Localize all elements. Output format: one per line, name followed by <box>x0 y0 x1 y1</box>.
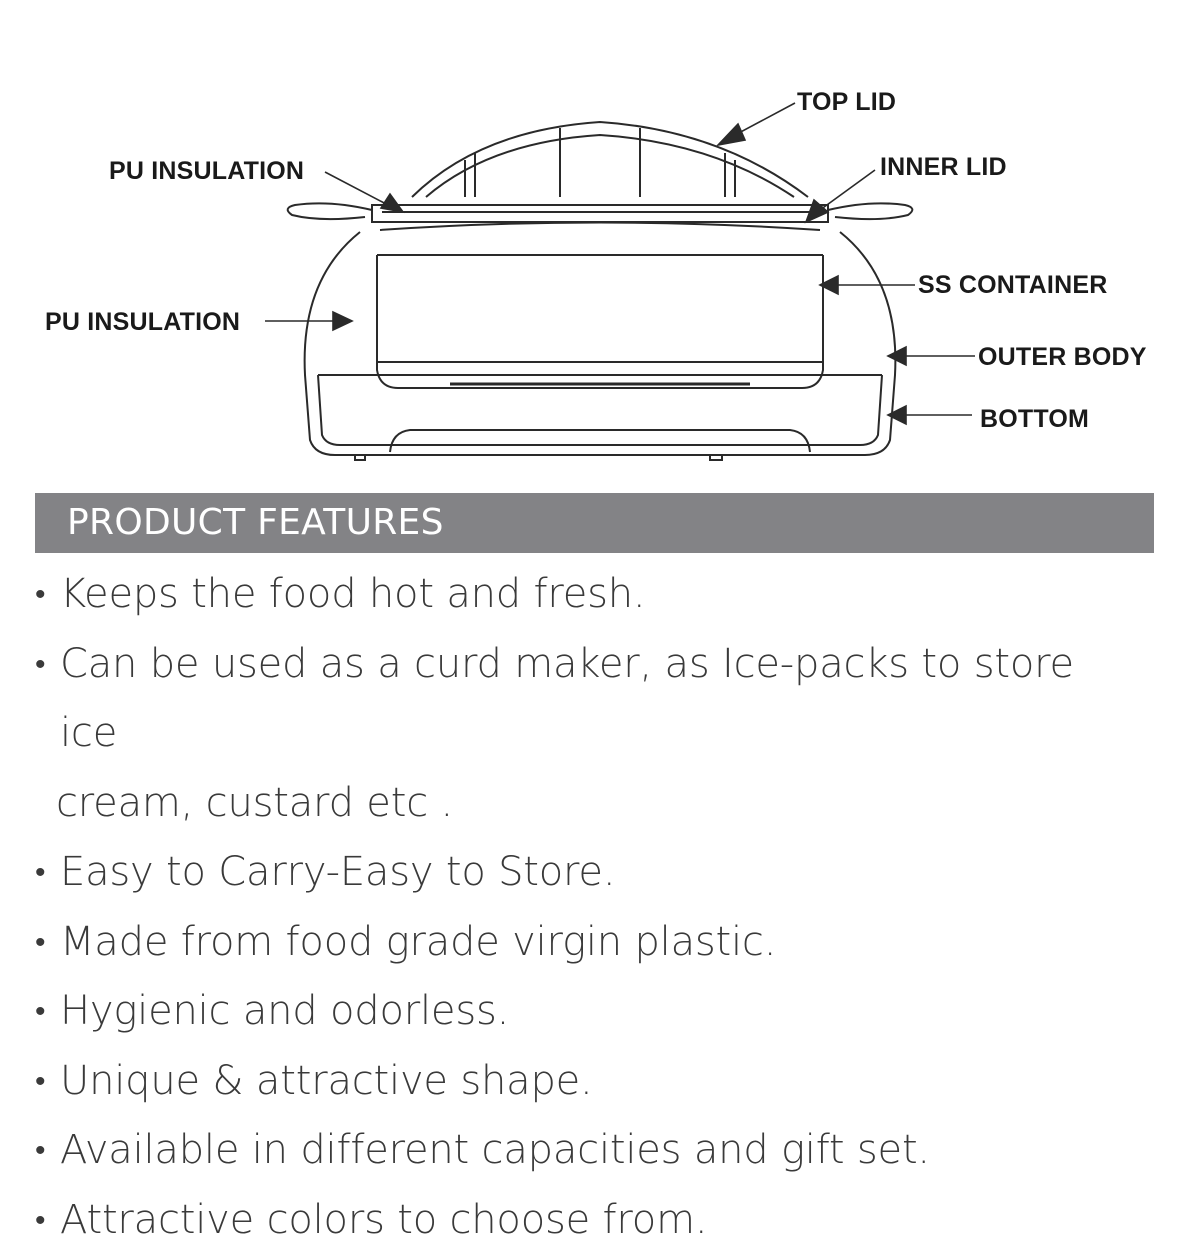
bullet: • <box>35 630 45 700</box>
top-lid-outline <box>412 122 808 197</box>
label-inner-lid: INNER LID <box>880 153 1007 182</box>
feature-item <box>0 560 1200 630</box>
bullet: • <box>35 977 45 1047</box>
left-handle <box>288 203 372 219</box>
features-header-bar <box>35 493 1154 553</box>
inner-lid-outline <box>372 205 828 222</box>
label-outer-body: OUTER BODY <box>978 343 1147 372</box>
feature-item <box>0 908 1200 978</box>
feature-text: Keeps the food hot and fresh. <box>60 560 1140 630</box>
feature-text: Available in different capacities and gift set. <box>60 1116 1140 1186</box>
feature-text: Easy to Carry-Easy to Store. <box>60 838 1140 908</box>
bullet: • <box>35 1186 45 1255</box>
feature-item <box>0 630 1200 839</box>
feature-text: Hygienic and odorless. <box>60 977 1140 1047</box>
features-title: PRODUCT FEATURES <box>67 502 444 543</box>
feature-text: Can be used as a curd maker, as Ice-packs to store ice <box>60 630 1140 769</box>
label-top-lid: TOP LID <box>797 88 896 117</box>
bullet: • <box>35 560 45 630</box>
bullet: • <box>35 908 45 978</box>
feature-item <box>0 838 1200 908</box>
label-pu-insulation-side: PU INSULATION <box>45 308 240 337</box>
bullet: • <box>35 1116 45 1186</box>
feature-text: Made from food grade virgin plastic. <box>60 908 1140 978</box>
label-pu-insulation-top: PU INSULATION <box>109 157 304 186</box>
feature-item <box>0 1116 1200 1186</box>
feature-item <box>0 1047 1200 1117</box>
feature-text: Attractive colors to choose from. <box>60 1186 1140 1255</box>
casserole-diagram <box>0 0 1200 480</box>
feature-item <box>0 1186 1200 1255</box>
label-bottom: BOTTOM <box>980 405 1089 434</box>
bullet: • <box>35 838 45 908</box>
feature-item <box>0 977 1200 1047</box>
feature-text-continued: cream, custard etc . <box>56 769 1140 839</box>
feature-list <box>0 560 1200 1255</box>
feature-text: Unique & attractive shape. <box>60 1047 1140 1117</box>
outer-body-outline <box>305 232 896 455</box>
bullet: • <box>35 1047 45 1117</box>
ss-container-outline <box>377 255 823 388</box>
right-handle <box>828 203 912 219</box>
label-ss-container: SS CONTAINER <box>918 271 1107 300</box>
